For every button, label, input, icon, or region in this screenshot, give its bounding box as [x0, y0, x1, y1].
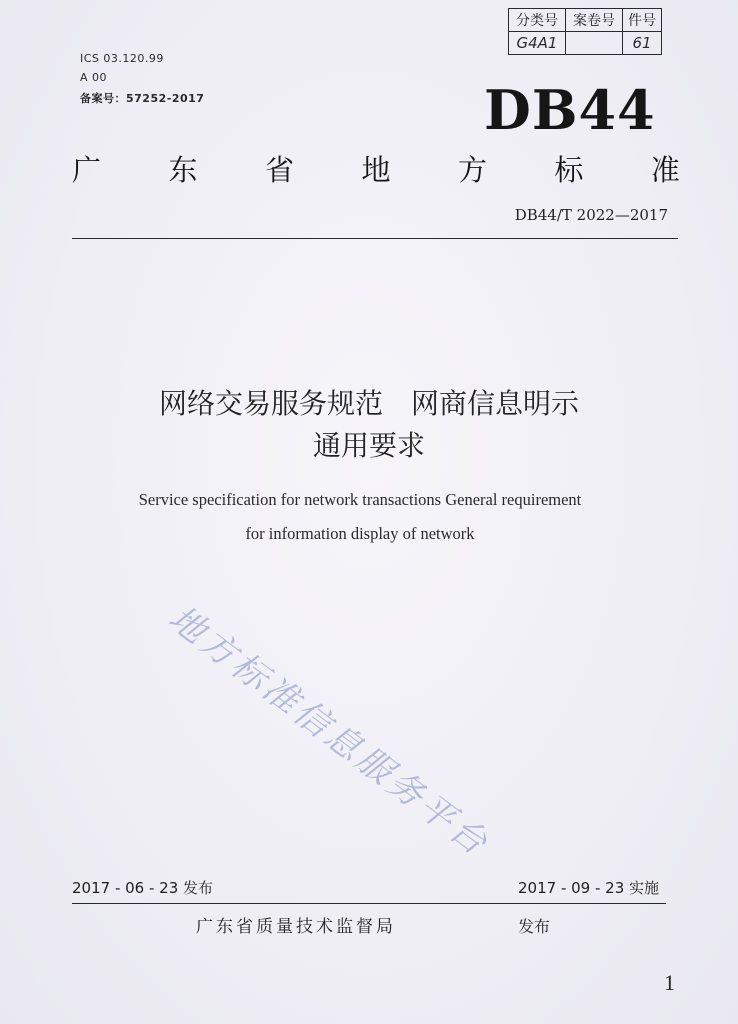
issue-label: 发布: [518, 917, 551, 936]
ccs-code: A 00: [80, 71, 108, 84]
document-title-cn-line1: 网络交易服务规范 网商信息明示: [158, 387, 579, 420]
archive-value-file: [566, 32, 623, 55]
standard-title-char: 准: [650, 153, 680, 187]
release-date: 2017 - 06 - 23 发布: [72, 879, 214, 897]
standard-number: DB44/T 2022—2017: [514, 206, 668, 224]
watermark-text: 地方标准信息服务平台: [161, 598, 497, 866]
document-title-en-line2: for information display of network: [245, 524, 475, 543]
effective-date: 2017 - 09 - 23 实施: [518, 879, 660, 897]
page-number: 1: [664, 970, 675, 995]
archive-header-category: 分类号: [509, 9, 566, 32]
archive-header-item: 件号: [623, 9, 662, 32]
issuing-authority: 广东省质量技术监督局: [196, 917, 396, 937]
ics-code: ICS 03.120.99: [80, 52, 164, 65]
standard-title-char: 省: [264, 153, 294, 187]
archive-value-row: [509, 32, 662, 55]
footer-divider: [72, 903, 666, 904]
standard-title-char: 东: [168, 153, 198, 187]
header-divider: [72, 238, 678, 239]
standard-title-char: 方: [457, 153, 487, 187]
archive-header-file: 案卷号: [566, 9, 623, 32]
standard-title-char: 标: [554, 153, 584, 187]
standard-code: DB44: [484, 78, 656, 142]
standard-type-title: [72, 148, 680, 189]
standard-title-char: 地: [361, 153, 391, 187]
archive-value-item: 61: [623, 32, 662, 55]
archive-value-category: G4A1: [509, 32, 566, 55]
archive-header-row: [509, 9, 662, 32]
standard-title-char: 广: [72, 153, 102, 187]
archive-stamp-box: [508, 8, 662, 55]
document-title-cn-line2: 通用要求: [312, 429, 425, 462]
record-number: 备案号：57252-2017: [80, 92, 205, 105]
document-title-en-line1: Service specification for network transactions General requirement: [138, 490, 582, 509]
